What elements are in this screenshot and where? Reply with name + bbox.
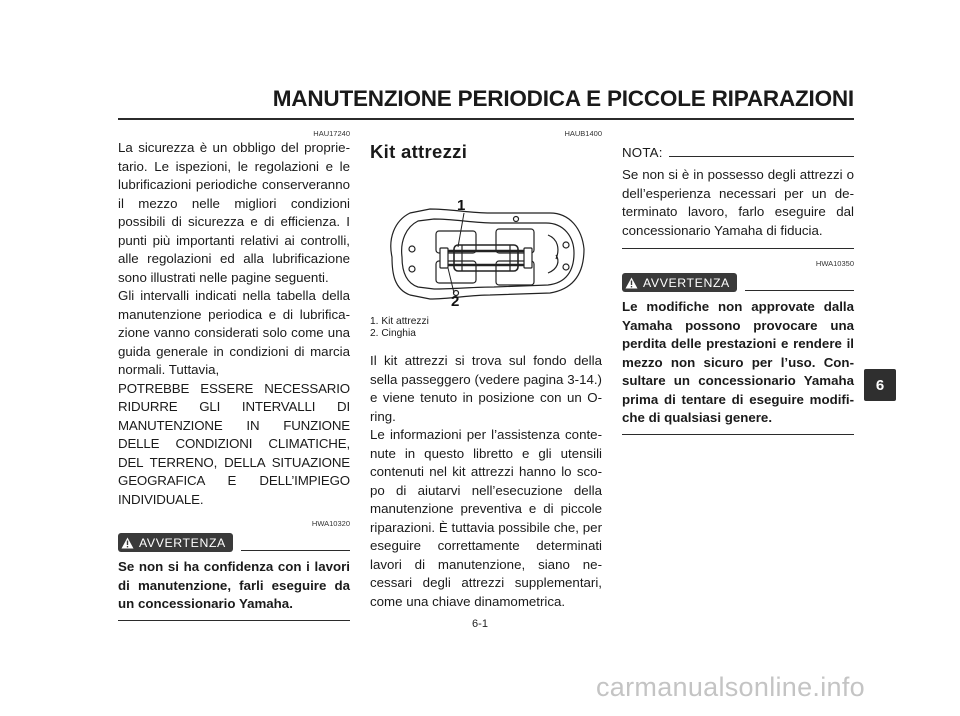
intro-paragraph: La sicurezza è un obbligo del proprietario. Le ispezioni, le regolazioni e le lubrificazioni periodiche conserveranno il mezzo nelle migliori condizioni possibili di sicurezza e di efficienza. I punti più importanti relativi ai controlli, alle regolazioni ed alla lubrificazione sono illustrati nelle pagine seguenti. [118, 140, 350, 285]
warning-badge [622, 273, 737, 292]
intervals-caps-paragraph: POTREBBE ESSERE NECESSARIO RIDURRE GLI INTERVALLI DI MANUTENZIONE IN FUNZIONE DELLE CONDIZIONI CLIMATICHE, DEL TERRENO, DELLA SITUAZIONE GEOGRAFICA E DELL’IMPIEGO INDIVIDUALE. [118, 380, 350, 507]
column-left [118, 129, 350, 621]
warning-label: AVVERTENZA [643, 275, 730, 290]
page-header-title: MANUTENZIONE PERIODICA E PICCOLE RIPARAZIONI [272, 86, 854, 111]
note-text: Se non si è in possesso degli attrezzi o dell’esperienza necessari per un determinato lavoro, farlo eseguire dal concessionario Yamaha di fiducia. [622, 167, 854, 238]
warning-end-rule [622, 434, 854, 436]
figure-callout-1: 1 [457, 197, 466, 214]
warning-rule [745, 290, 854, 292]
warning-triangle-icon [121, 537, 134, 549]
warning-code: HWA10350 [815, 259, 854, 268]
warning-text: Le modifiche non approvate dalla Yamaha possono provocare una perdita delle prestazioni e rendere il mezzo non sicuro per l’uso. Consultare un concessionario Yamaha prima di tentare di eseguire modifiche di qualsiasi genere. [622, 299, 854, 425]
caption-tool-kit: 1. Kit attrezzi [370, 316, 429, 327]
column-right [622, 143, 854, 435]
watermark: carmanualsonline.info [596, 672, 865, 702]
warning-code: HWA10320 [311, 519, 350, 528]
note-header [622, 145, 854, 160]
tool-kit-figure [370, 169, 602, 314]
note-end-rule [622, 248, 854, 249]
chapter-tab: 6 [864, 369, 896, 401]
note-label: NOTA: [622, 145, 663, 160]
section-code: HAU17240 [313, 129, 350, 138]
note-rule [669, 156, 854, 157]
header-rule [118, 118, 854, 120]
warning-text: Se non si ha confidenza con i lavori di manutenzione, farli eseguire da un concessionario Yamaha. [118, 559, 350, 611]
warning-label: AVVERTENZA [139, 535, 226, 550]
column-middle [370, 129, 602, 611]
warning-badge [118, 533, 233, 552]
section-heading: Kit attrezzi [370, 141, 468, 162]
warning-header [622, 273, 854, 292]
section-code: HAUB1400 [564, 129, 602, 138]
tool-kit-info-paragraph: Le informazioni per l’assistenza contenute in questo libretto e gli utensili contenuti nel kit attrezzi hanno lo scopo di aiutarvi nell’esecuzione della manutenzione preventiva e di piccole riparazioni. È tuttavia possibile che, per eseguire correttamente determinati lavori di manutenzione, siano necessari degli attrezzi supplementari, come una chiave dinamometrica. [370, 427, 602, 609]
warning-header [118, 533, 350, 552]
intervals-paragraph: Gli intervalli indicati nella tabella della manutenzione periodica e di lubrificazione vanno considerati solo come una guida generale in condizioni di marcia normali. Tuttavia, [118, 288, 350, 377]
page-number: 6-1 [472, 618, 488, 630]
warning-rule [241, 550, 350, 552]
figure-callout-2: 2 [451, 293, 460, 310]
tool-kit-location-paragraph: Il kit attrezzi si trova sul fondo della sella passeggero (vedere pagina 3-14.) e viene tenuto in posizione con un O-ring. [370, 353, 602, 424]
warning-triangle-icon [625, 277, 638, 289]
caption-strap: 2. Cinghia [370, 328, 416, 339]
figure-captions [370, 316, 602, 340]
seat-underside-illustration [370, 169, 602, 314]
